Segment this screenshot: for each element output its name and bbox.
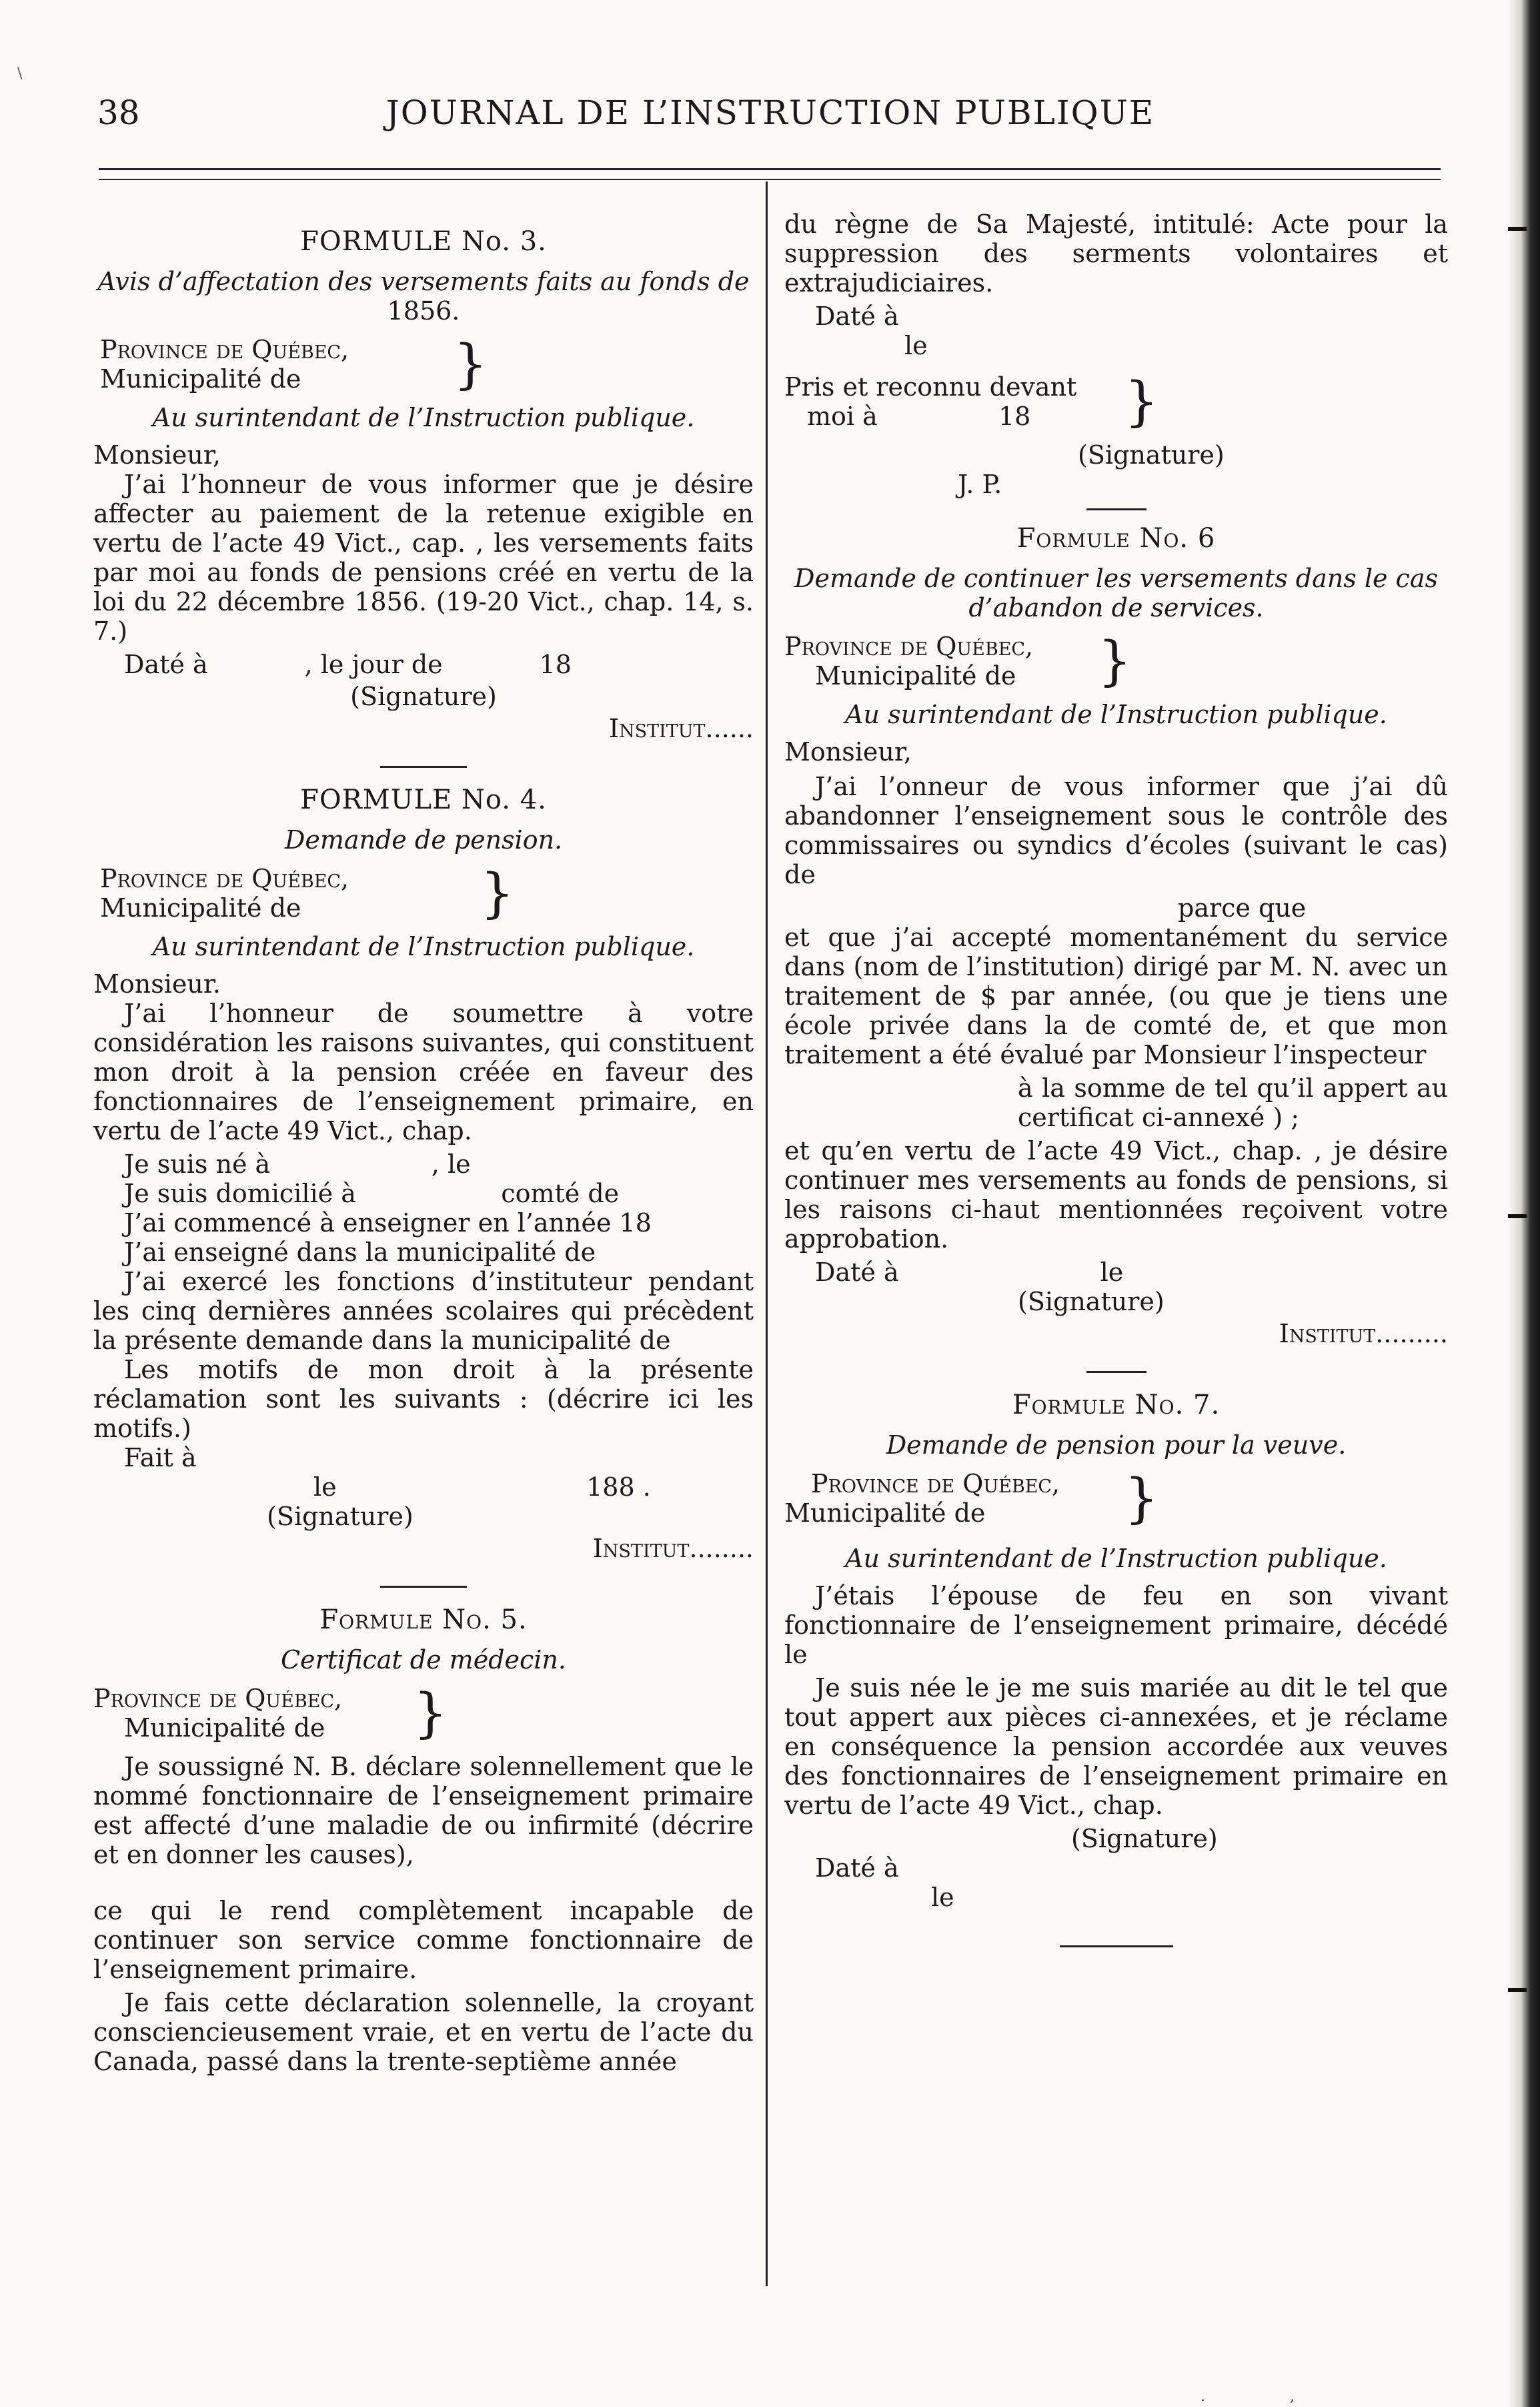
section-separator — [1086, 508, 1146, 510]
formule-6-title: Formule No. 6 — [1016, 523, 1216, 554]
formule-3-salutation: Au surintendant de l’Instruction publique. — [152, 403, 695, 432]
formule-6-subtitle: Demande de continuer les versements dans le cas d’abandon de services. — [794, 564, 1438, 622]
formule-3-body: J’ai l’honneur de vous informer que je désire affecter au paiement de la retenue exigible en vertu de l’acte 49 Vict., cap. , les versements faits par moi au fonds de pensions créé en vertu de la loi du 22 décembre 1856. (19-20 Vict., chap. 14, s. 7.) — [93, 470, 754, 646]
formule-7-le: le — [931, 1883, 954, 1912]
formule-6-monsieur: Monsieur, — [784, 737, 912, 767]
municipalite-label: Municipalité de — [100, 364, 301, 394]
formule-6-body-4: et qu’en vertu de l’acte 49 Vict., chap. , je désire continuer mes versements au fonds de pensions, si les raisons ci-haut mentionnées reçoivent votre approbation. — [784, 1136, 1448, 1254]
section-separator — [1060, 1945, 1173, 1947]
formule-3-title: FORMULE No. 3. — [300, 226, 547, 257]
province-label: Province de Québec, — [100, 864, 349, 893]
page-number: 38 — [97, 93, 140, 132]
left-column — [93, 200, 754, 2080]
section-separator — [380, 1586, 467, 1588]
section-separator — [380, 766, 467, 768]
formule-4-signature: (Signature) — [267, 1502, 414, 1531]
formule-6-signature: (Signature) — [1018, 1287, 1165, 1316]
formule-4-fait: Fait à — [124, 1443, 197, 1472]
formule-5-continuation: du règne de Sa Majesté, intitulé: Acte pour la suppression des serments volontaires et extrajudiciaires. — [784, 209, 1448, 298]
page-header — [93, 93, 1447, 147]
margin-mark: \ — [17, 65, 23, 82]
formule-6-body: J’ai l’onneur de vous informer que j’ai dû abandonner l’enseignement sous le contrôle des commissaires ou syndics d’écoles (suivant le cas) de — [784, 772, 1448, 889]
formule-3-monsieur: Monsieur, — [93, 440, 221, 470]
formule-7-body-1: J’étais l’épouse de feu en son vivant fonctionnaire de l’enseignement primaire, décédé le — [784, 1581, 1448, 1669]
formule-7-province-block — [784, 1469, 1448, 1528]
formule-3-date: Daté à , le jour de 18 — [124, 650, 572, 679]
formule-3-institut: Institut...... — [608, 714, 754, 743]
formule-3-signature: (Signature) — [350, 682, 497, 711]
formule-5-body-3: Je fais cette déclaration solennelle, la croyant consciencieusement vraie, et en vertu de l’acte du Canada, passé dans la trente-septième année — [93, 1988, 754, 2076]
formule-5-subtitle: Certificat de médecin. — [280, 1645, 566, 1674]
formule-5-province-block — [93, 1684, 754, 1743]
province-label: Province de Québec, — [93, 1684, 343, 1713]
formule-4-line-2: Je suis domicilié à comté de — [124, 1179, 620, 1208]
formule-4-institut: Institut........ — [592, 1534, 754, 1563]
right-column — [784, 200, 1448, 1965]
formule-5-jp: J. P. — [958, 470, 1002, 499]
formule-6-salutation: Au surintendant de l’Instruction publique. — [845, 700, 1387, 729]
formule-5-le: le — [904, 331, 928, 360]
formule-6-parce: parce que — [1178, 893, 1307, 923]
formule-5-body-1: Je soussigné N. B. déclare solennellement que le nommé fonctionnaire de l’enseignement primaire est affecté d’une maladie de ou infirmité (décrire et en donner les causes), — [93, 1752, 754, 1869]
formule-4-salutation: Au surintendant de l’Instruction publique. — [152, 932, 695, 961]
edge-notch — [1508, 1988, 1527, 1992]
formule-4-monsieur: Monsieur. — [93, 969, 221, 999]
formule-5-signature: (Signature) — [1078, 440, 1225, 470]
formule-4-body: J’ai l’honneur de soumettre à votre considération les raisons suivantes, qui constituent mon droit à la pension créée en faveur des fonctionnaires de l’enseignement primaire, en vertu de l’acte 49 Vict., chap. — [93, 999, 754, 1145]
formule-4-line-1: Je suis né à , le — [124, 1149, 471, 1179]
formule-5-title: Formule No. 5. — [319, 1604, 528, 1635]
formule-5-pris-1: Pris et reconnu devant — [784, 372, 1077, 402]
brace-icon: } — [480, 862, 514, 924]
column-divider — [766, 181, 768, 2286]
brace-icon: } — [454, 333, 488, 395]
municipalite-label: Municipalité de — [100, 893, 301, 923]
brace-icon: } — [1098, 630, 1132, 692]
formule-3-province-block — [93, 335, 754, 394]
formule-5-pris-block — [784, 372, 1448, 431]
formule-3-year: 1856. — [387, 296, 460, 326]
brace-icon: } — [414, 1682, 448, 1744]
formule-4-province-block — [93, 864, 754, 923]
province-label: Province de Québec, — [811, 1469, 1060, 1498]
formule-4-line-6: Les motifs de mon droit à la présente réclamation sont les suivants : (décrire ici les motifs.) — [93, 1355, 754, 1443]
formule-6-province-block — [784, 632, 1448, 690]
municipalite-label: Municipalité de — [784, 1498, 986, 1528]
formule-4-title: FORMULE No. 4. — [300, 785, 547, 815]
edge-notch — [1508, 227, 1527, 231]
formule-7-title: Formule No. 7. — [1012, 1390, 1221, 1420]
formule-5-pris-2: moi à 18 — [807, 402, 1031, 431]
province-label: Province de Québec, — [784, 632, 1034, 661]
formule-4-subtitle: Demande de pension. — [284, 825, 563, 855]
formule-7-signature: (Signature) — [1071, 1824, 1218, 1853]
province-label: Province de Québec, — [100, 335, 349, 364]
formule-5-body-2: ce qui le rend complètement incapable de continuer son service comme fonctionnaire de l’enseignement primaire. — [93, 1896, 754, 1984]
formule-6-date: Daté à le — [815, 1258, 1124, 1287]
formule-6-body-3: à la somme de tel qu’il appert au certificat ci-annexé ) ; — [1018, 1073, 1448, 1132]
formule-4-line-5: J’ai exercé les fonctions d’instituteur pendant les cinq dernières années scolaires qui précèdent la présente demande dans la municipalité de — [93, 1267, 754, 1355]
journal-title: JOURNAL DE L’INSTRUCTION PUBLIQUE — [386, 93, 1155, 132]
brace-icon: } — [1124, 370, 1159, 432]
formule-7-date: Daté à — [815, 1853, 899, 1883]
formule-6-body-2: et que j’ai accepté momentanément du service dans (nom de l’institution) dirigé par M. N. avec un traitement de $ par année, (ou que je tiens une école privée dans la de comté de, et que mon traitement a été évalué par Monsieur l’inspecteur — [784, 923, 1448, 1069]
formule-6-institut: Institut......... — [1279, 1319, 1448, 1348]
bottom-marks: . , — [1201, 2388, 1335, 2405]
formule-3-subtitle: Avis d’affectation des versements faits au fonds de — [97, 267, 750, 296]
formule-7-salutation: Au surintendant de l’Instruction publique. — [845, 1544, 1387, 1573]
brace-icon: } — [1124, 1467, 1159, 1529]
municipalite-label: Municipalité de — [815, 661, 1016, 690]
formule-4-line-4: J’ai enseigné dans la municipalité de — [124, 1238, 596, 1267]
header-rule-top — [99, 168, 1441, 170]
scanned-page-edge — [1508, 0, 1540, 2407]
formule-5-date: Daté à — [815, 302, 899, 331]
edge-notch — [1508, 1214, 1527, 1218]
header-rule-bottom — [99, 179, 1441, 180]
formule-7-subtitle: Demande de pension pour la veuve. — [886, 1430, 1347, 1460]
formule-7-body-2: Je suis née le je me suis mariée au dit le tel que tout appert aux pièces ci-annexées, et je réclame en conséquence la pension accordée aux veuves des fonctionnaires de l’enseignement primaire en vertu de l’acte 49 Vict., chap. — [784, 1673, 1448, 1820]
municipalite-label: Municipalité de — [124, 1713, 325, 1743]
formule-4-le-line: le 188 . — [313, 1472, 651, 1502]
formule-4-line-3: J’ai commencé à enseigner en l’année 18 — [124, 1208, 652, 1238]
section-separator — [1086, 1371, 1146, 1373]
